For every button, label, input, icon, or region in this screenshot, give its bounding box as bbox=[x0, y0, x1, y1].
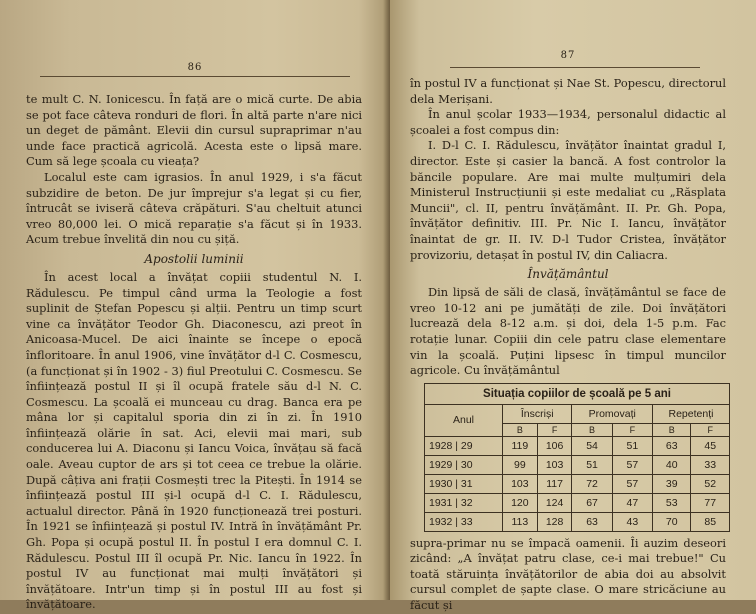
table-cell: 33 bbox=[691, 455, 730, 474]
table-row bbox=[425, 474, 730, 493]
table-row bbox=[425, 493, 730, 512]
table-cell: 128 bbox=[537, 512, 572, 531]
table-row bbox=[425, 512, 730, 531]
table-cell: 40 bbox=[652, 455, 690, 474]
table-cell: 113 bbox=[503, 512, 538, 531]
header-rule bbox=[450, 67, 700, 68]
table-cell: 1931 | 32 bbox=[425, 493, 503, 512]
table-cell: 54 bbox=[572, 436, 612, 455]
table-cell: 103 bbox=[537, 455, 572, 474]
table-cell: 70 bbox=[652, 512, 690, 531]
table-cell: 53 bbox=[652, 493, 690, 512]
paragraph: În anul școlar 1933—1934, personalul didactic al școalei a fost compus din: bbox=[410, 107, 726, 137]
table-cell: 63 bbox=[572, 512, 612, 531]
table-cell: 85 bbox=[691, 512, 730, 531]
table-cell: 39 bbox=[652, 474, 690, 493]
column-header-group: Repetenți bbox=[652, 404, 729, 423]
table-cell: 72 bbox=[572, 474, 612, 493]
table-cell: 43 bbox=[612, 512, 652, 531]
column-subheader: F bbox=[537, 423, 572, 436]
table-cell: 1932 | 33 bbox=[425, 512, 503, 531]
table-cell: 99 bbox=[503, 455, 538, 474]
table-cell: 51 bbox=[612, 436, 652, 455]
table-cell: 51 bbox=[572, 455, 612, 474]
column-subheader: B bbox=[503, 423, 538, 436]
paragraph: în postul IV a funcționat și Nae St. Popescu, directorul dela Merișani. bbox=[410, 76, 726, 106]
table-title: Situația copiilor de școală pe 5 ani bbox=[425, 383, 730, 404]
table-cell: 106 bbox=[537, 436, 572, 455]
table-cell: 77 bbox=[691, 493, 730, 512]
table-cell: 57 bbox=[612, 455, 652, 474]
table-cell: 1929 | 30 bbox=[425, 455, 503, 474]
table-row bbox=[425, 436, 730, 455]
stats-table bbox=[424, 383, 730, 532]
paragraph: supra-primar nu se împacă oamenii. Îi auzim deseori zicând: „A învățat patru clase, ce-i mai trebue!" Cu toată stăruința învățătorilor de abia doi au absolvit cursul complet de șapte clase. O mare stricăciune au făcut și bbox=[410, 535, 726, 613]
column-header-year: Anul bbox=[425, 404, 503, 436]
table-cell: 1930 | 31 bbox=[425, 474, 503, 493]
header-rule bbox=[40, 76, 350, 77]
section-heading: Învățământul bbox=[527, 267, 609, 282]
paragraph: Din lipsă de săli de clasă, învățământul se face de vreo 10-12 ani pe jumătăți de zile. Doi învățători lucrează dela 8-12 a.m. și doi, dela 1-5 p.m. Fac rotație lunar. Copiii din cele patru clase elementare vin la școală. Puțini lipsesc în timpul muncilor agricole. Cu învățământul bbox=[410, 285, 726, 378]
paragraph: Localul este cam igrasios. În anul 1929, i s'a făcut subzidire de beton. De jur împrejur s'a legat și cu fier, întrucât se iviseră câteva crăpături. S'au cheltuit atunci vreo 80,000 lei. O mică reparație s'a făcut și în 1933. Acum trebue învelită din nou cu șiță. bbox=[26, 169, 362, 247]
column-subheader: F bbox=[691, 423, 730, 436]
page-number: 87 bbox=[560, 50, 576, 61]
column-header-group: Înscriși bbox=[503, 404, 572, 423]
right-page bbox=[390, 0, 756, 613]
table-cell: 67 bbox=[572, 493, 612, 512]
table-row bbox=[425, 455, 730, 474]
table-cell: 119 bbox=[503, 436, 538, 455]
table-cell: 1928 | 29 bbox=[425, 436, 503, 455]
paragraph: te mult C. N. Ionicescu. În față are o mică curte. De abia se pot face câteva ronduri de flori. În altă parte n'are nici un deget de pământ. Elevii din cursul supraprimar n'au unde face practică agricolă. Acesta este o lipsă mare. Cum să lege școala cu vieața? bbox=[26, 92, 362, 169]
page-number: 86 bbox=[187, 62, 203, 73]
paragraph: În acest local a învățat copiii studentul N. I. Rădulescu. Pe timpul când urma la Teologie a fost suplinit de Ștefan Popescu și alții. Pentru un timp scurt vine ca învățător Teodor Gh. Diaconescu, azi preot în Anicoasa-Mucel. De aici înainte se începe o epocă înfloritoare. În anul 1906, vine învățător d-l C. Cosmescu, (a funcționat și în 1902 - 3) fiul Preotului C. Cosmescu. Se înființează postul II și îl ocupă fratele său d-l N. C. Cosmescu. La școală ei munceau cu drag. Banca era pe mâna lor și capitalul sporia din zi în zi. În 1910 înființează olărie în sat. Aci, elevii mai mari, sub conducerea lui A. Diaconu și Iancu Voica, învățau să facă oale. Aveau cuptor de ars și tot ceea ce trebue la olărie. După câțiva ani frații Cosmești trec la Pitești. În 1914 se înființează postul III și-l ocupă d-l C. I. Rădulescu, actualul director. Până în 1920 funcționează trei posturi. În 1921 se înființează și postul IV. Intră în învățământ Pr. Gh. Popa și ocupă postul II. În postul I era domnul C. I. Rădulescu. Postul III îl ocupă Pr. Nic. Iancu în 1922. În postul IV au funcționat mai mulți învățători și învățătoare. Intr'un timp și în postul III au fost și învățătoare. bbox=[26, 269, 362, 612]
paragraph: I. D-l C. I. Rădulescu, învățător înaintat gradul I, director. Este și casier la bancă. A fost controlor la băncile populare. Are mai multe mulțumiri dela Ministerul Instrucțiunii și este medaliat cu „Răsplata Muncii", cl. II, pentru învățământ. II. Pr. Gh. Popa, învățător definitiv. III. Pr. Nic I. Iancu, învățător înaintat de gr. II. IV. D-l Tudor Cristea, învățător provizoriu, detașat în postul IV, din Caliacra. bbox=[410, 138, 726, 262]
column-subheader: B bbox=[652, 423, 690, 436]
column-header-group: Promovați bbox=[572, 404, 653, 423]
table-cell: 103 bbox=[503, 474, 538, 493]
table-cell: 47 bbox=[612, 493, 652, 512]
table-cell: 45 bbox=[691, 436, 730, 455]
table-cell: 57 bbox=[612, 474, 652, 493]
column-subheader: B bbox=[572, 423, 612, 436]
table-cell: 63 bbox=[652, 436, 690, 455]
column-subheader: F bbox=[612, 423, 652, 436]
table-cell: 117 bbox=[537, 474, 572, 493]
section-heading: Apostolii luminii bbox=[144, 251, 244, 266]
table-cell: 120 bbox=[503, 493, 538, 512]
table-cell: 52 bbox=[691, 474, 730, 493]
table-cell: 124 bbox=[537, 493, 572, 512]
